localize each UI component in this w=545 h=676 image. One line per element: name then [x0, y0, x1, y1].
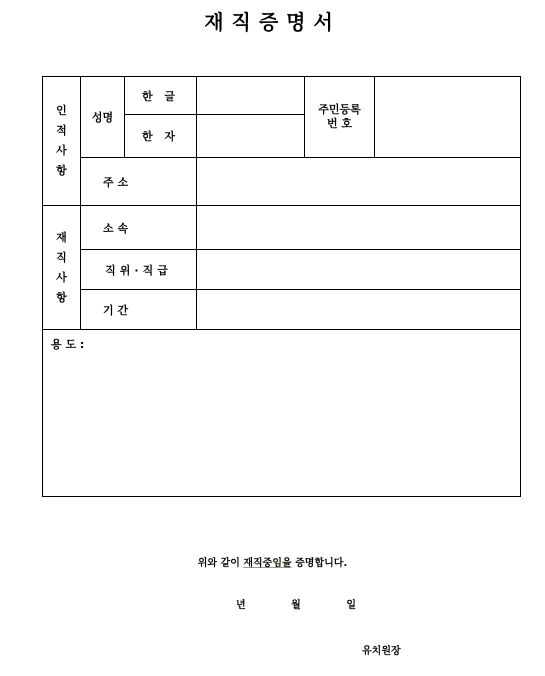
- resident-registration-label: 주민등록 번 호: [305, 77, 375, 158]
- period-label: 기 간: [81, 290, 197, 330]
- department-field[interactable]: [197, 206, 521, 250]
- year-label: 년: [236, 600, 246, 611]
- employment-section-label: 재 직 사 항: [43, 206, 81, 330]
- certificate-form-table: [42, 76, 521, 497]
- issue-date-line: [236, 596, 356, 611]
- hangul-label: 한 글: [125, 77, 197, 115]
- issuer-signature: 유치원장: [362, 646, 401, 657]
- position-label: 직위·직급: [81, 250, 197, 290]
- personal-section-label: 인 적 사 항: [43, 77, 81, 206]
- day-label: 일: [346, 600, 356, 611]
- hangul-name-field[interactable]: [197, 77, 305, 115]
- purpose-cell[interactable]: [43, 330, 521, 497]
- hanja-label: 한 자: [125, 115, 197, 158]
- resident-registration-field[interactable]: [375, 77, 521, 158]
- purpose-label: 용 도 :: [51, 338, 85, 351]
- statement-highlight: 재직중임을: [243, 558, 292, 569]
- certification-statement: 위와 같이 재직중임을 증명합니다.: [197, 558, 348, 569]
- address-label: 주 소: [81, 158, 197, 206]
- document-title: 재직증명서: [204, 10, 341, 34]
- hanja-name-field[interactable]: [197, 115, 305, 158]
- month-label: 월: [291, 600, 301, 611]
- address-field[interactable]: [197, 158, 521, 206]
- position-field[interactable]: [197, 250, 521, 290]
- department-label: 소 속: [81, 206, 197, 250]
- period-field[interactable]: [197, 290, 521, 330]
- name-label: 성명: [81, 77, 125, 158]
